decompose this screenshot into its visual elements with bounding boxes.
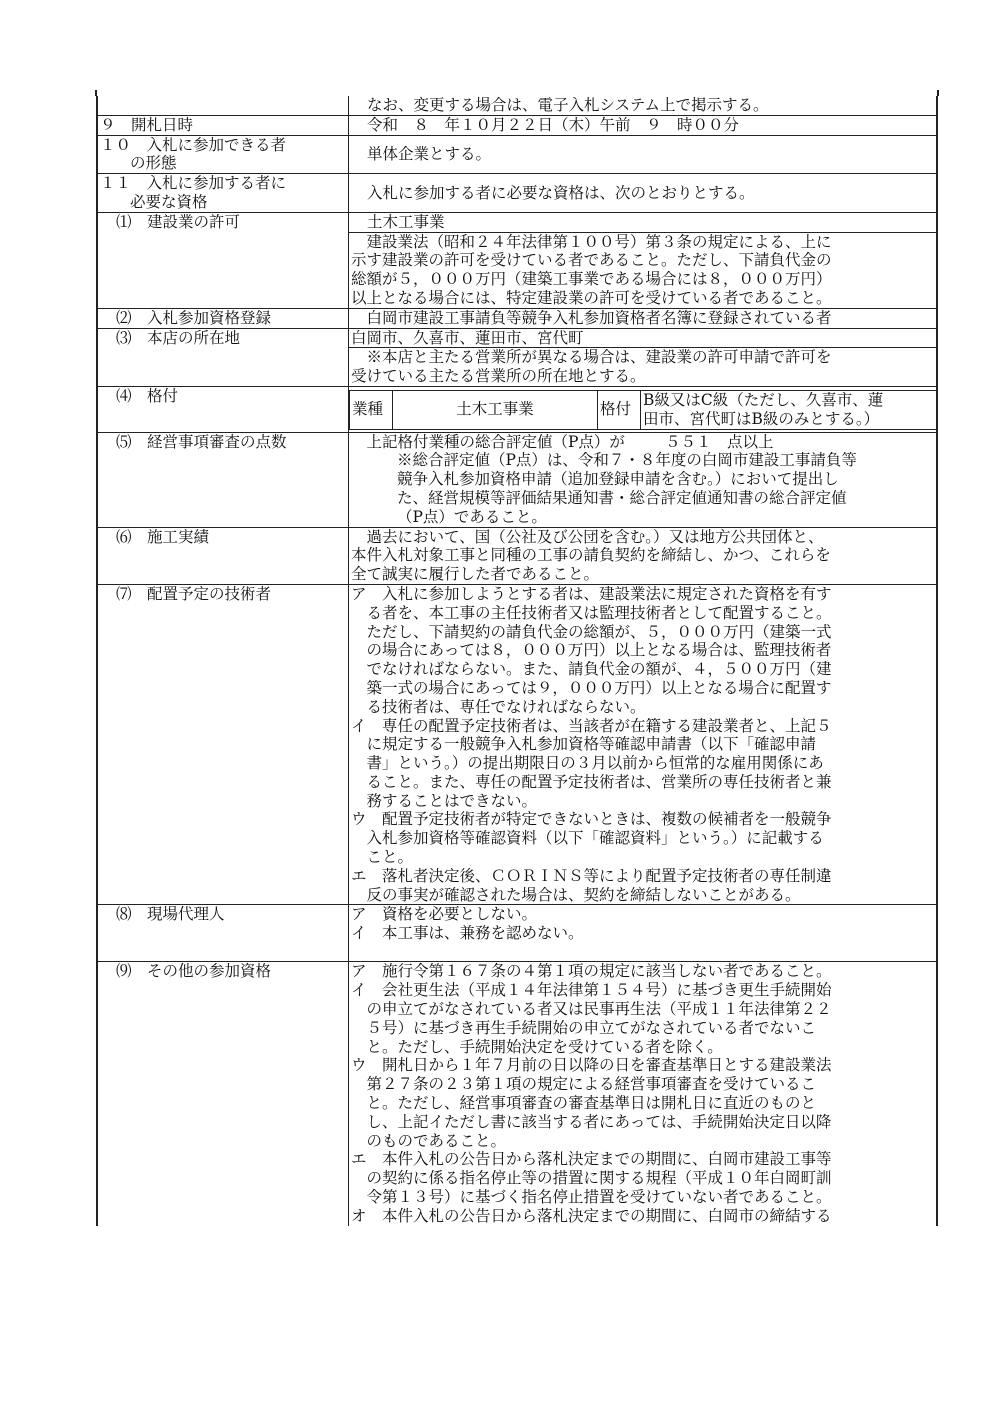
- row-10: [97, 135, 937, 174]
- row-11-5: [97, 432, 937, 527]
- row-top-note: [97, 96, 937, 115]
- label-10-line1: １０ 入札に参加できる者: [100, 135, 287, 154]
- score-threshold: ５５１ 点以上: [664, 432, 774, 451]
- conditions-table: [96, 96, 938, 1226]
- row-11: [97, 174, 937, 213]
- label-other-qualifications: ⑼ その他の参加資格: [116, 962, 272, 981]
- row-11-3: [97, 328, 937, 386]
- label-management-score: ⑸ 経営事項審査の点数: [116, 432, 287, 451]
- permit-text: 建設業法（昭和２４年法律第１００号）第３条の規定による、上に 示す建設業の許可を受けている者であること。ただし、下請負代金の 総額が５，０００万円（建築工事業である場合には８，０００万円） 以上となる場合には、特定建設業の許可を受けている者であること。: [351, 232, 832, 307]
- rating-grade-line1: B級又はC級（ただし、久喜市、蓮: [643, 390, 884, 409]
- rating-col-grade: 格付: [598, 390, 641, 429]
- label-11-line2: 必要な資格: [130, 192, 208, 211]
- label-construction-permit: ⑴ 建設業の許可: [116, 212, 241, 231]
- label-registration: ⑵ 入札参加資格登録: [116, 308, 272, 327]
- row-11-7: [97, 584, 937, 905]
- rating-col-industry: 業種: [350, 390, 393, 429]
- participation-form: 単体企業とする。: [367, 144, 492, 163]
- other-qualifications-text: ア 施行令第１６７条の４第１項の規定に該当しない者であること。 イ 会社更生法（平成１４年法律第１５４号）に基づき更生手続開始 の申立てがなされている者又は民事再生法（平成１１年法律第２２ ５号）に基づき再生手続開始の申立てがなされている者でないこ と。ただし、手続開始決定を受けている者を除く。 ウ 開札日から１年７月前の日以降の日を審査基準日とする建設業法 第２７条の２３第１項の規定による経営事項審査を受けているこ と。ただし、経営事項審査の審査基準日は開札日に直近のものと し、上記イただし書に該当する者にあっては、手続開始決定日以降 のものであること。 エ 本件入札の公告日から落札決定までの期間に、白岡市建設工事等 の契約に係る指名停止等の措置に関する規程（平成１０年白岡町訓 令第１３号）に基づく指名停止措置を受けていない者であること。 オ 本件入札の公告日から落札決定までの期間に、白岡市の締結する: [349, 962, 938, 1226]
- right-border-stub: [937, 90, 939, 96]
- office-note: ※本店と主たる営業所が異なる場合は、建設業の許可申請で許可を 受けている主たる営業所の所在地とする。: [351, 348, 832, 386]
- label-site-agent: ⑻ 現場代理人: [116, 905, 225, 924]
- qualification-intro: 入札に参加する者に必要な資格は、次のとおりとする。: [367, 183, 755, 202]
- rating-table: [349, 390, 936, 430]
- top-note: なお、変更する場合は、電子入札システム上で掲示する。: [367, 96, 769, 114]
- permit-type: 土木工事業: [367, 212, 445, 231]
- row-11-1: [97, 212, 937, 308]
- site-agent-text: ア 資格を必要としない。 イ 本工事は、兼務を認めない。: [349, 905, 938, 962]
- score-note: ※総合評定値（P点）は、令和７・８年度の白岡市建設工事請負等 競争入札参加資格申請（追加登録申請を含む。）において提出し た、経営規模等評価結果通知書・総合評定値通知書の総合評定値 （P点）であること。: [397, 451, 857, 526]
- row-11-6: [97, 527, 937, 584]
- office-locations: 白岡市、久喜市、蓮田市、宮代町: [349, 329, 936, 349]
- label-rating: ⑷ 格付: [116, 386, 179, 405]
- row-11-9: [97, 962, 937, 1226]
- label-9: ９ 開札日時: [97, 115, 349, 135]
- row-11-8: [97, 905, 937, 962]
- label-head-office: ⑶ 本店の所在地: [116, 328, 241, 347]
- label-track-record: ⑹ 施工実績: [116, 527, 210, 546]
- document-page: [96, 96, 938, 1226]
- opening-datetime: 令和 ８ 年１０月２２日（木）午前 ９ 時００分: [367, 115, 740, 134]
- row-11-4: [97, 386, 937, 432]
- rating-grade-line2: 田市、宮代町はB級のみとする。）: [643, 409, 880, 428]
- rating-industry: 土木工事業: [393, 390, 598, 429]
- row-11-2: [97, 308, 937, 328]
- track-record-text: 過去において、国（公社及び公団を含む。）又は地方公共団体と、 本件入札対象工事と同種の工事の請負契約を締結し、かつ、これらを 全て誠実に履行した者であること。: [349, 527, 938, 584]
- label-10-line2: の形態: [130, 154, 177, 173]
- registration-text: 白岡市建設工事請負等競争入札参加資格者名簿に登録されている者: [351, 308, 832, 327]
- engineer-text: ア 入札に参加しようとする者は、建設業法に規定された資格を有す る者を、本工事の主任技術者又は監理技術者として配置すること。 ただし、下請契約の請負代金の総額が、５，０００万円（建築一式 の場合にあっては８，０００万円）以上となる場合は、監理技術者 でなければならない。また、請負代金の額が、４，５００万円（建 築一式の場合にあっては９，０００万円）以上となる場合に配置す る技術者は、専任でなければならない。 イ 専任の配置予定技術者は、当該者が在籍する建設業者と、上記５ に規定する一般競争入札参加資格等確認申請書（以下「確認申請 書」という。）の提出期限日の３月以前から恒常的な雇用関係にあ ること。また、専任の配置予定技術者は、営業所の専任技術者と兼 務することはできない。 ウ 配置予定技術者が特定できないときは、複数の候補者を一般競争 入札参加資格等確認資料（以下「確認資料」という。）に記載する こと。 エ 落札者決定後、ＣＯＲＩＮＳ等により配置予定技術者の専任制違 反の事実が確認された場合は、契約を締結しないことがある。: [349, 584, 938, 905]
- label-engineer: ⑺ 配置予定の技術者: [116, 584, 272, 603]
- row-9: [97, 115, 937, 135]
- score-head: 上記格付業種の総合評定値（P点）が ５５１ 点以上: [351, 432, 774, 451]
- label-11-line1: １１ 入札に参加する者に: [100, 174, 287, 193]
